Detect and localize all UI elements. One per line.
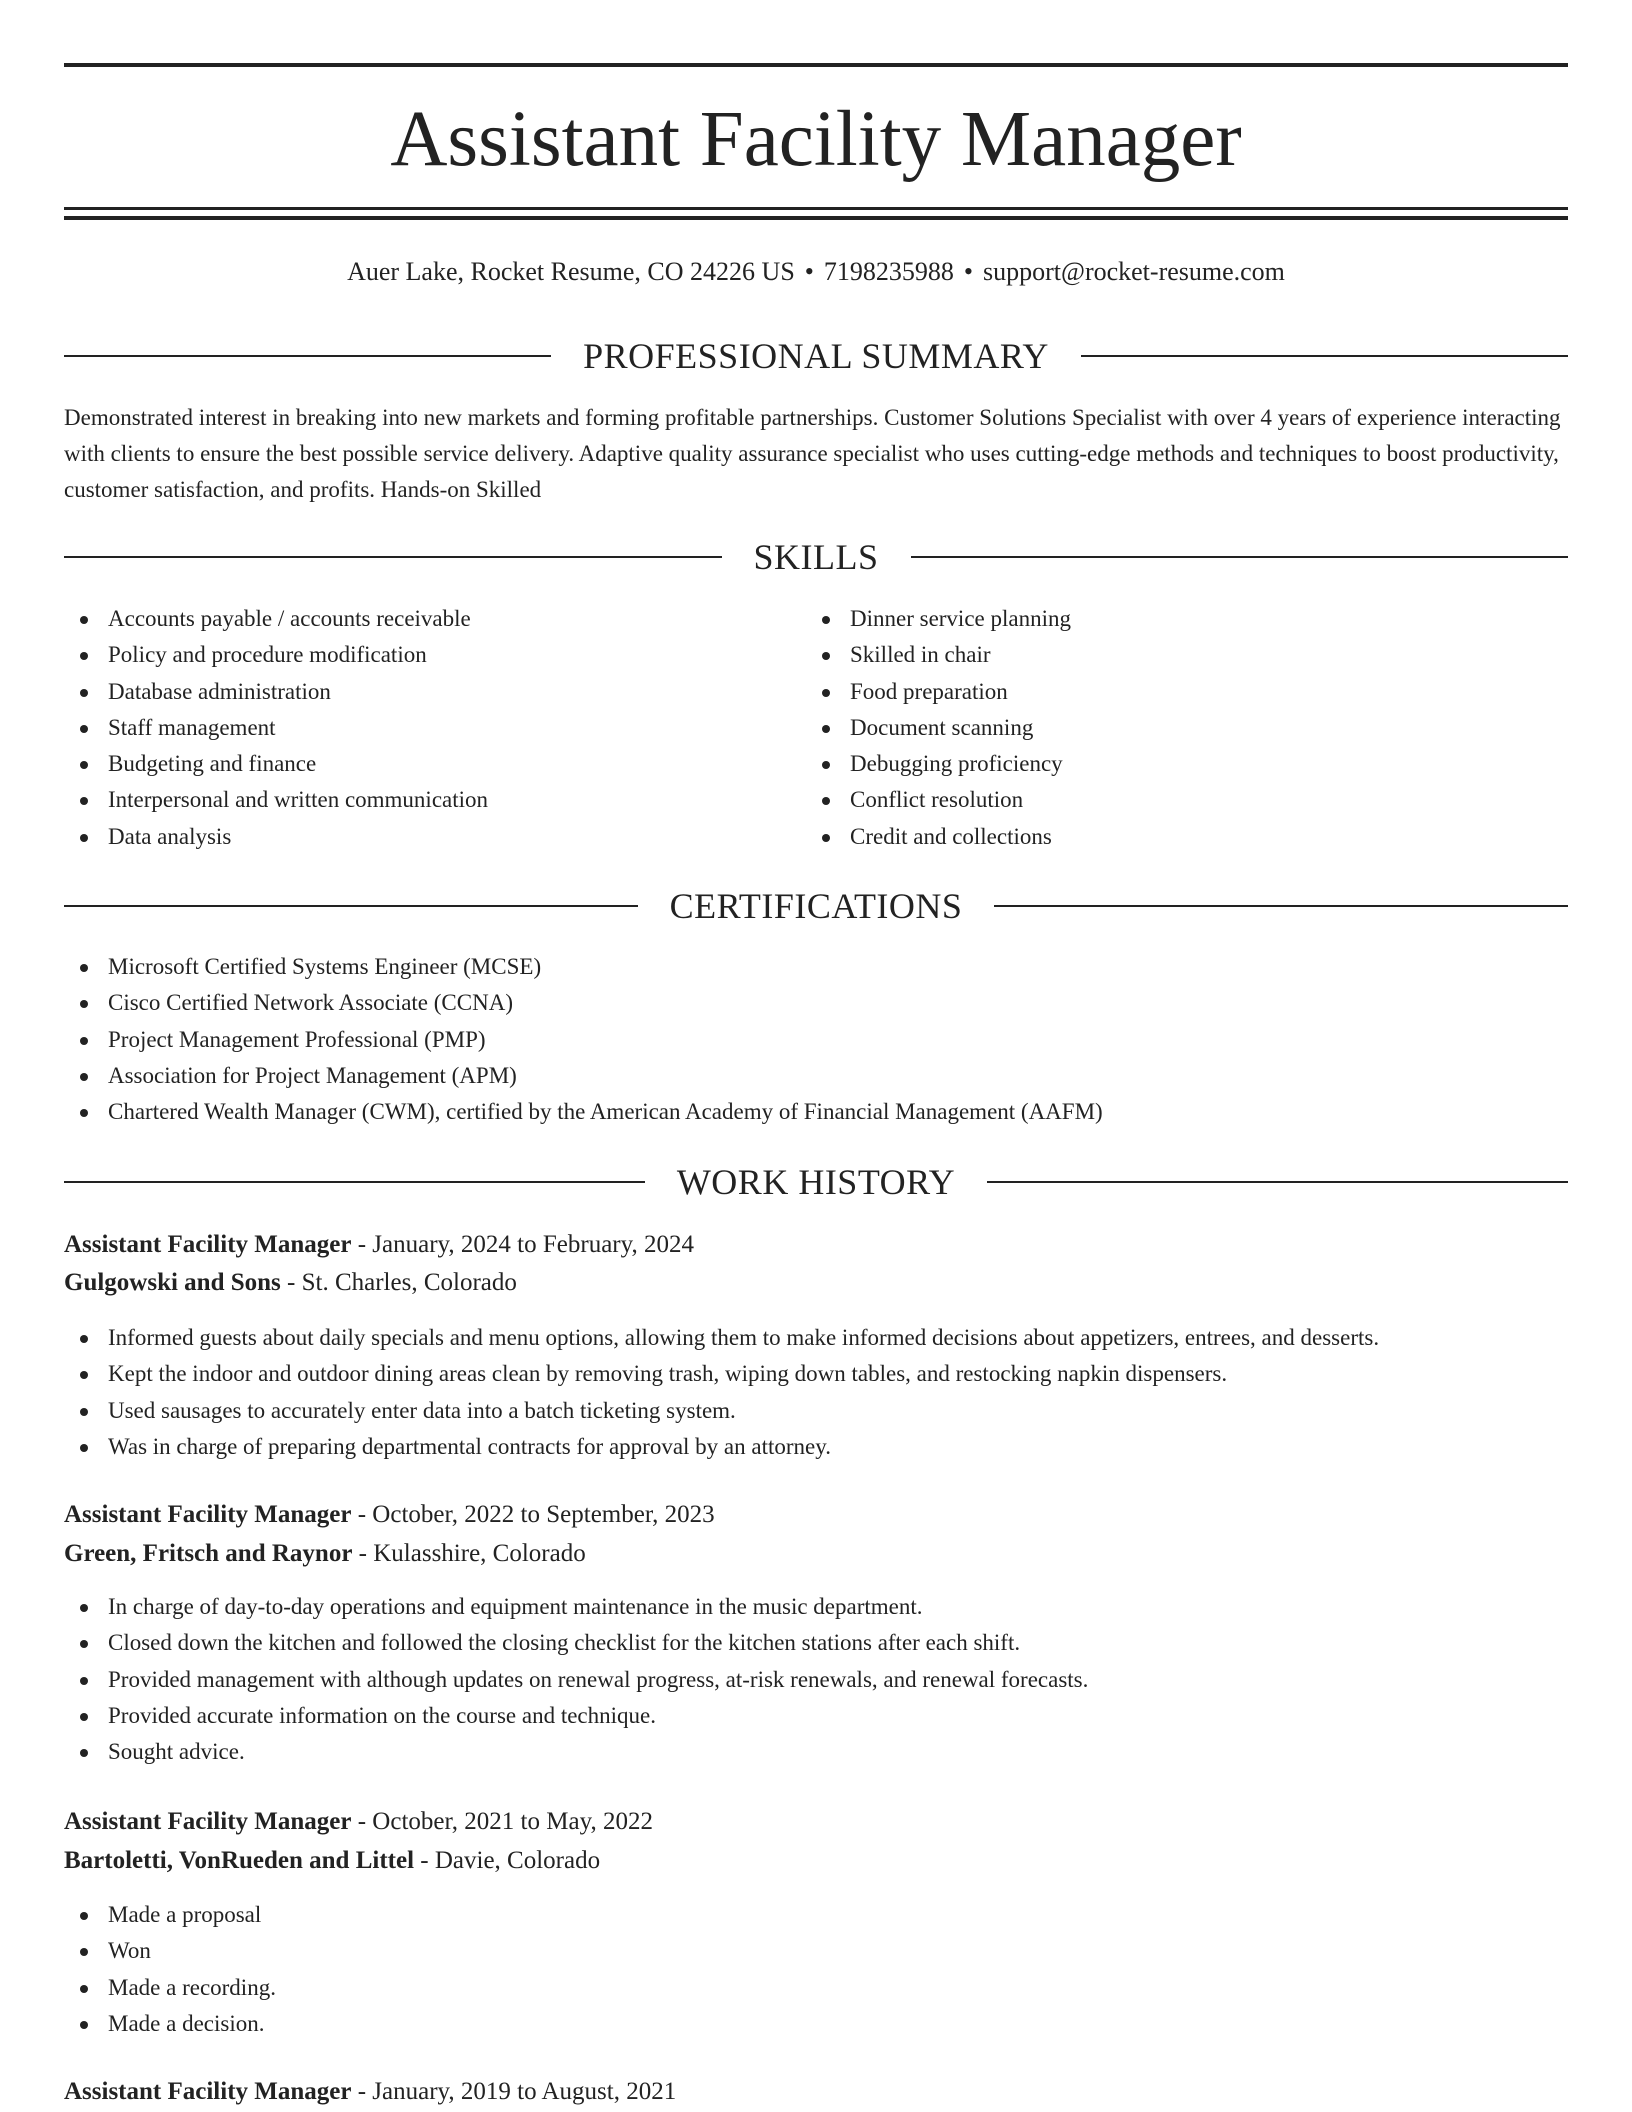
job-dates: - January, 2024 to February, 2024 <box>357 1231 694 1258</box>
section-heading-summary <box>64 334 1568 378</box>
heading-rule-right <box>987 1181 1568 1183</box>
skill-item: Accounts payable / accounts receivable <box>64 601 804 637</box>
heading-rule-left <box>64 1181 645 1183</box>
certification-item: Association for Project Management (APM) <box>64 1058 1568 1094</box>
section-heading-skills <box>64 535 1568 579</box>
duty-item: Kept the indoor and outdoor dining areas clean by removing trash, wiping down tables, and restocking napkin dispensers. <box>64 1356 1568 1392</box>
job-duties-list <box>64 1589 1568 1770</box>
skill-item: Debugging proficiency <box>806 746 1546 782</box>
heading-rule-right <box>994 905 1568 907</box>
skill-item: Database administration <box>64 674 804 710</box>
section-title: WORK HISTORY <box>676 1162 956 1202</box>
skill-item: Policy and procedure modification <box>64 637 804 673</box>
skill-item: Skilled in chair <box>806 637 1546 673</box>
duty-item: Sought advice. <box>64 1734 1568 1770</box>
job-company-line <box>64 1265 517 1301</box>
skill-item: Dinner service planning <box>806 601 1546 637</box>
job-dates: - January, 2019 to August, 2021 <box>357 2078 677 2105</box>
job-title: Assistant Facility Manager <box>64 2078 352 2105</box>
section-title: PROFESSIONAL SUMMARY <box>583 336 1049 376</box>
job-title-line <box>64 2074 676 2110</box>
certification-item: Microsoft Certified Systems Engineer (MCSE) <box>64 949 1568 985</box>
job-company: Gulgowski and Sons <box>64 1269 281 1296</box>
job-duties-list <box>64 1320 1568 1465</box>
section-title: SKILLS <box>753 537 879 577</box>
certification-item: Project Management Professional (PMP) <box>64 1022 1568 1058</box>
skill-item: Food preparation <box>806 674 1546 710</box>
duty-item: Provided management with although updates on renewal progress, at-risk renewals, and renewal forecasts. <box>64 1662 1568 1698</box>
contact-separator: • <box>804 257 814 286</box>
job-company: Green, Fritsch and Raynor <box>64 1540 353 1567</box>
job-title: Assistant Facility Manager <box>64 1501 352 1528</box>
job-company-line <box>64 1843 600 1879</box>
skill-item: Staff management <box>64 710 804 746</box>
heading-rule-right <box>911 556 1569 558</box>
duty-item: Was in charge of preparing departmental contracts for approval by an attorney. <box>64 1429 1568 1465</box>
contact-email: support@rocket-resume.com <box>983 257 1285 286</box>
skill-item: Interpersonal and written communication <box>64 782 804 818</box>
heading-rule-left <box>64 556 722 558</box>
skill-item: Document scanning <box>806 710 1546 746</box>
contact-line <box>64 255 1568 289</box>
job-duties-list <box>64 1897 1568 2042</box>
skill-item: Budgeting and finance <box>64 746 804 782</box>
skill-item: Credit and collections <box>806 819 1546 855</box>
duty-item: Won <box>64 1933 1568 1969</box>
duty-item: Made a decision. <box>64 2006 1568 2042</box>
heading-rule-right <box>1081 355 1568 357</box>
skills-list-right <box>806 601 1546 855</box>
contact-address: Auer Lake, Rocket Resume, CO 24226 US <box>347 257 795 286</box>
job-title: Assistant Facility Manager <box>64 1808 352 1835</box>
resume-title: Assistant Facility Manager <box>390 96 1242 183</box>
job-location: - Kulasshire, Colorado <box>358 1540 586 1567</box>
contact-phone: 7198235988 <box>823 257 954 286</box>
skill-item: Conflict resolution <box>806 782 1546 818</box>
duty-item: Informed guests about daily specials and menu options, allowing them to make informed decisions about appetizers, entrees, and desserts. <box>64 1320 1568 1356</box>
section-title: CERTIFICATIONS <box>669 886 963 926</box>
skill-item: Data analysis <box>64 819 804 855</box>
job-company-line <box>64 1536 586 1572</box>
top-rule <box>64 63 1568 67</box>
job-location: - St. Charles, Colorado <box>287 1269 517 1296</box>
certifications-list <box>64 949 1568 1130</box>
duty-item: Made a recording. <box>64 1970 1568 2006</box>
summary-text: Demonstrated interest in breaking into new markets and forming profitable partnerships. Customer Solutions Specialist with over 4 years of experience interacting with clients to ensure the best possible service delivery. Adaptive quality assurance specialist who uses cutting-edge methods and techniques to boost productivity, customer satisfaction, and profits. Hands-on Skilled <box>64 405 1561 502</box>
job-location: - Davie, Colorado <box>420 1847 601 1874</box>
job-title-line <box>64 1227 694 1263</box>
title-rule-lower <box>64 216 1568 220</box>
duty-item: Used sausages to accurately enter data into a batch ticketing system. <box>64 1393 1568 1429</box>
certification-item: Chartered Wealth Manager (CWM), certified by the American Academy of Financial Management (AAFM) <box>64 1094 1568 1130</box>
heading-rule-left <box>64 355 551 357</box>
job-company: Bartoletti, VonRueden and Littel <box>64 1847 415 1874</box>
job-title-line <box>64 1497 715 1533</box>
job-dates: - October, 2022 to September, 2023 <box>357 1501 715 1528</box>
section-heading-work-history <box>64 1160 1568 1204</box>
duty-item: In charge of day-to-day operations and equipment maintenance in the music department. <box>64 1589 1568 1625</box>
certification-item: Cisco Certified Network Associate (CCNA) <box>64 985 1568 1021</box>
duty-item: Closed down the kitchen and followed the closing checklist for the kitchen stations after each shift. <box>64 1625 1568 1661</box>
skills-list-left <box>64 601 804 855</box>
job-dates: - October, 2021 to May, 2022 <box>357 1808 653 1835</box>
job-title-line <box>64 1804 653 1840</box>
heading-rule-left <box>64 905 638 907</box>
duty-item: Made a proposal <box>64 1897 1568 1933</box>
contact-separator: • <box>963 257 973 286</box>
duty-item: Provided accurate information on the course and technique. <box>64 1698 1568 1734</box>
section-heading-certifications <box>64 884 1568 928</box>
job-title: Assistant Facility Manager <box>64 1231 352 1258</box>
title-rule-upper <box>64 207 1568 210</box>
